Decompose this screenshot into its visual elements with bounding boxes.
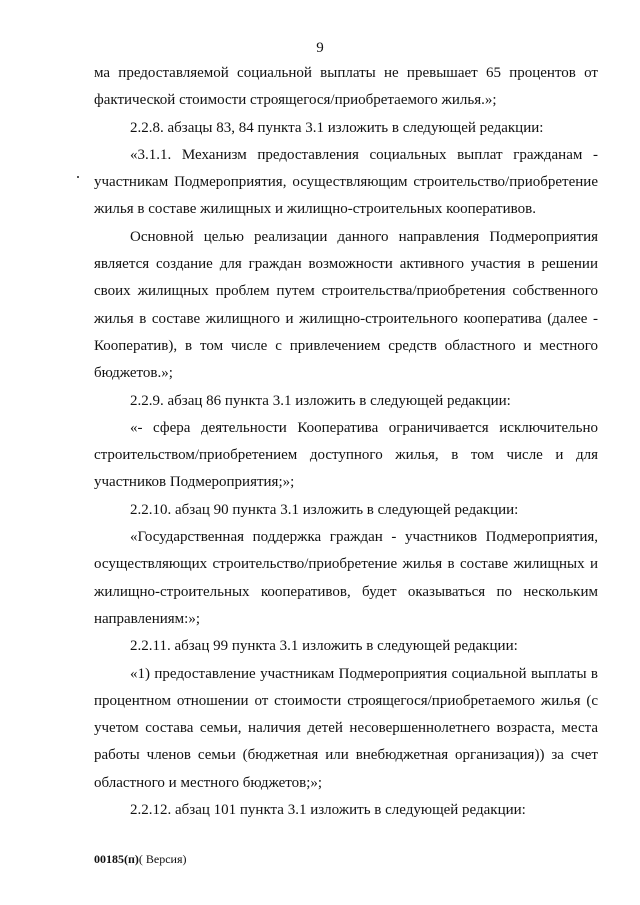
paragraph: 2.2.8. абзацы 83, 84 пункта 3.1 изложить в следующей редакции: bbox=[130, 119, 544, 136]
paragraph: 2.2.9. абзац 86 пункта 3.1 изложить в следующей редакции: bbox=[130, 392, 511, 409]
paragraph: «1) предоставление участникам Подмероприятия социальной выплаты в процентном отношении от стоимости строящегося/приобретаемого жилья (с учетом состава семьи, наличия детей несовершеннолетнего возраста, места работы членов семьи (бюджетная или внебюджетная организация)) за счет областного и местного бюджетов;»; bbox=[94, 665, 598, 791]
paragraph: 2.2.10. абзац 90 пункта 3.1 изложить в следующей редакции: bbox=[130, 501, 519, 518]
paragraph: «- сфера деятельности Кооператива ограничивается исключительно строительством/приобретением доступного жилья, в том числе и для участников Подмероприятия;»; bbox=[94, 419, 598, 491]
paragraph: Основной целью реализации данного направления Подмероприятия является создание для граждан возможности активного участия в решении своих жилищных проблем путем строительства/приобретения собственного жилья в составе жилищного и жилищно-строительного кооператива (далее - Кооператив), в том числе с привлечением средств областного и местного бюджетов.»; bbox=[94, 228, 598, 382]
document-code: 00185(п) bbox=[94, 852, 139, 866]
document-version: ( Версия) bbox=[138, 852, 187, 866]
document-footer bbox=[94, 852, 187, 867]
paragraph: «Государственная поддержка граждан - участников Подмероприятия, осуществляющих строительство/приобретение жилья в составе жилищных и жилищно-строительных кооперативов, будет оказываться по нескольким направлениям:»; bbox=[94, 529, 598, 627]
page-number: 9 bbox=[316, 40, 324, 56]
document-body bbox=[94, 60, 598, 824]
paragraph: «3.1.1. Механизм предоставления социальных выплат гражданам - участникам Подмероприятия, осуществляющим строительство/приобретение жилья в составе жилищных и жилищно-строительных кооперативов. bbox=[94, 146, 598, 218]
paragraph: ма предоставляемой социальной выплаты не превышает 65 процентов от фактической стоимости строящегося/приобретаемого жилья.»; bbox=[94, 65, 598, 109]
paragraph: 2.2.12. абзац 101 пункта 3.1 изложить в следующей редакции: bbox=[130, 802, 526, 819]
paragraph: 2.2.11. абзац 99 пункта 3.1 изложить в следующей редакции: bbox=[130, 638, 518, 655]
scan-speck bbox=[77, 176, 79, 178]
